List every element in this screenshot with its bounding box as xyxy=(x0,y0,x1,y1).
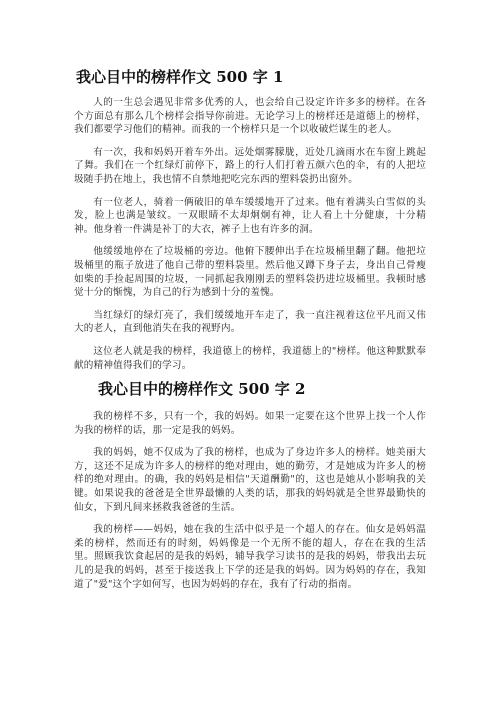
paragraph: 我的榜样——妈妈，她在我的生活中似乎是一个超人的存在。仙女是妈妈温柔的榜样，然而还有的时刻，妈妈像是一个无所不能的超人，存在在我的生活里。照顾我饮食起居的是我的妈妈，辅导我学习读书的是我的妈妈，带我出去玩儿的是我的妈妈，甚至于接送我上下学的还是我的妈妈。因为妈妈的存在，我知道了"爱"这个字如何写，也因为妈妈的存在，我有了行动的指南。 xyxy=(74,524,426,590)
paragraph: 有一次，我和妈妈开着车外出。远处烟雾朦胧，近处几滴雨水在车窗上跳起了舞。我们在一个红绿灯前停下，路上的行人们打着五颜六色的伞，有的人把垃圾随手扔在地上，我也情不自禁地把吃完东西的塑料袋扔出窗外。 xyxy=(74,146,426,185)
article-2-title: 我心目中的榜样作文 500 字 2 xyxy=(98,380,306,398)
paragraph: 我的妈妈，她不仅成为了我的榜样，也成为了身边许多人的榜样。她美丽大方，这还不足成为许多人的榜样的绝对理由，她的勤劳，才是她成为许多人的榜样的绝对理由。的确，我的妈妈是相信"天道酬勤"的，这也是她从小影响我的关键。如果说我的爸爸是全世界最懒的人类的话，那我的妈妈就是全世界最勤快的仙女，下到凡间来拯救我爸爸的生活。 xyxy=(74,447,426,513)
paragraph: 当红绿灯的绿灯亮了，我们缓缓地开车走了，我一直注视着这位平凡而又伟大的老人，直到他消失在我的视野内。 xyxy=(74,309,426,335)
paragraph: 人的一生总会遇见非常多优秀的人，也会给自己设定许许多多的榜样。在各个方面总有那么几个榜样会指导你前进。无论学习上的榜样还是道德上的榜样，我们都要学习他们的精神。而我的一个榜样只是一个以收破烂谋生的老人。 xyxy=(74,97,426,136)
article-1-body xyxy=(74,96,426,381)
article-1-title: 我心目中的榜样作文 500 字 1 xyxy=(76,68,284,86)
paragraph: 他缓缓地停在了垃圾桶的旁边。他俯下腰伸出手在垃圾桶里翻了翻。他把垃圾桶里的瓶子放进了他自己带的塑料袋里。然后他又蹲下身子去，身出自己骨瘦如柴的手捡起周围的垃圾，一同抓起我刚刚丢的塑料袋扔进垃圾桶里。我顿时感觉十分的惭愧，为自己的行为感到十分的羞愧。 xyxy=(74,246,426,299)
paragraph: 有一位老人，骑着一俩破旧的单车缓缓地开了过来。他有着满头白雪似的头发，脸上也满是皱纹。一双眼睛不太却炯炯有神，让人看上十分健康，十分精神。他身着一件满是补丁的大衣，裤子上也有许多的洞。 xyxy=(74,196,426,235)
paragraph: 我的榜样不多，只有一个，我的妈妈。如果一定要在这个世界上找一个人作为我的榜样的话，那一定是我的妈妈。 xyxy=(74,411,426,436)
article-2-body xyxy=(74,410,426,600)
paragraph: 这位老人就是我的榜样，我道德上的榜样，我道德上的"榜样。他这种默默奉献的精神值得我们的学习。 xyxy=(74,345,426,371)
